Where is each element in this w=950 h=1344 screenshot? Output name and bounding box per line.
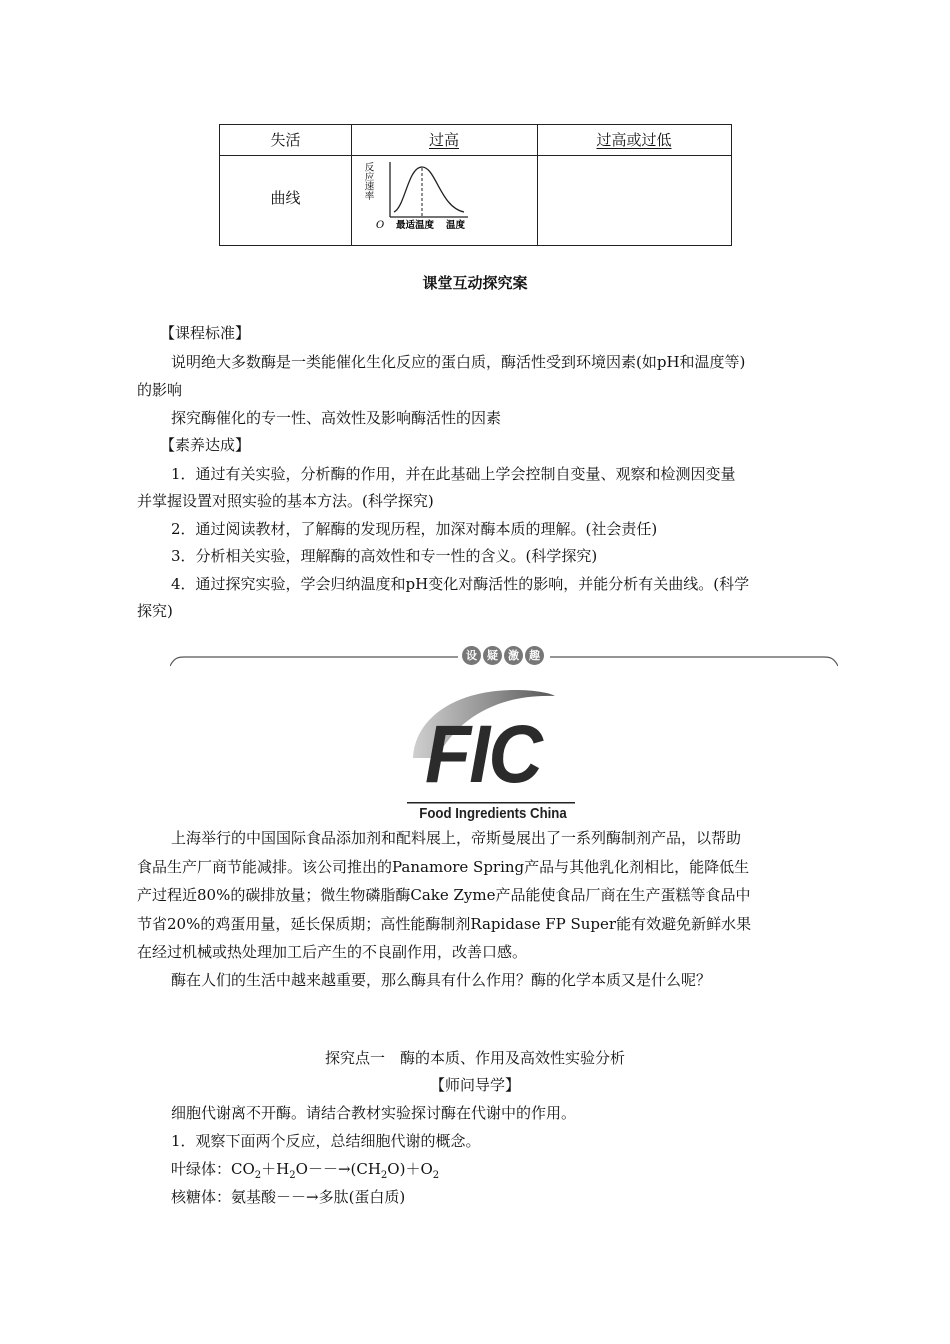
explore-title: 探究点一 酶的本质、作用及高效性实验分析 [324,1049,625,1067]
standards-line: 的影响 [137,381,183,399]
table-cell-label: 曲线 [270,189,301,207]
banner-char: 激 [504,646,523,665]
graph-origin: O [376,220,385,231]
explore-line: 1．观察下面两个反应，总结细胞代谢的概念。 [171,1132,481,1150]
reaction-chloroplast: 叶绿体：$CO_2+H_2O--\to(CH_2O)+O_2$ [171,1160,440,1181]
explore-subtitle: 【师问导学】 [429,1076,520,1094]
literacy-item: 4．通过探究实验，学会归纳温度和pH变化对酶活性的影响，并能分析有关曲线。(科学 [171,575,750,593]
explore-line: 细胞代谢离不开酶。请结合教材实验探讨酶在代谢中的作用。 [171,1104,577,1122]
curve [394,167,464,212]
intro-question: 酶在人们的生活中越来越重要，那么酶具有什么作用？酶的化学本质又是什么呢？ [171,971,712,989]
logo-text: FIC [425,709,542,800]
intro-line: 节省20%的鸡蛋用量，延长保质期；高性能酶制剂Rapidase FP Super能有效避免新鲜水果 [137,915,752,933]
banner-char: 趣 [525,646,544,665]
reaction-text: 氨基酸－－→多肽(蛋白质) [231,1188,406,1206]
reaction-ribosome [171,1187,861,1207]
section-title: 课堂互动探究案 [422,274,528,292]
standards-line: 探究酶催化的专一性、高效性及影响酶活性的因素 [171,409,502,427]
intro-line: 上海举行的中国国际食品添加剂和配料展上，帝斯曼展出了一系列酶制剂产品，以帮助 [171,829,742,847]
reaction-label: 核糖体： [171,1188,232,1206]
literacy-item: 并掌握设置对照实验的基本方法。(科学探究) [137,492,434,510]
banner-badges [458,645,550,667]
enzyme-table [219,124,732,246]
temperature-curve-graph [360,157,530,245]
literacy-heading: 【素养达成】 [160,436,251,454]
table-cell-answer: 过高 [428,131,459,149]
literacy-item: 2．通过阅读教材，了解酶的发现历程，加深对酶本质的理解。(社会责任) [171,520,658,538]
standards-line: 说明绝大多数酶是一类能催化生化反应的蛋白质，酶活性受到环境因素(如pH和温度等) [171,353,746,371]
literacy-item: 探究) [137,602,173,620]
graph-xlabel: 温度 [446,220,466,231]
graph-ylabel: 反应速率 [362,162,374,200]
banner-char: 设 [462,646,481,665]
reaction-label: 叶绿体： [171,1160,232,1178]
fic-logo [405,688,577,828]
standards-heading: 【课程标准】 [160,324,251,342]
logo-caption: Food Ingredients China [419,805,567,822]
banner-char: 疑 [483,646,502,665]
table-row-divider [220,155,731,156]
table-cell-answer: 过高或过低 [596,131,672,149]
literacy-item: 1．通过有关实验，分析酶的作用，并在此基础上学会控制自变量、观察和检测因变量 [171,465,736,483]
table-cell-label: 失活 [270,131,301,149]
graph-xtick: 最适温度 [396,220,435,231]
intro-line: 产过程近80%的碳排放量；微生物磷脂酶Cake Zyme产品能使食品厂商在生产蛋糕等食品中 [137,886,751,904]
literacy-item: 3．分析相关实验，理解酶的高效性和专一性的含义。(科学探究) [171,547,598,565]
intro-line: 食品生产厂商节能减排。该公司推出的Panamore Spring产品与其他乳化剂相比，能降低生 [137,858,750,876]
intro-line: 在经过机械或热处理加工后产生的不良副作用，改善口感。 [137,943,528,961]
